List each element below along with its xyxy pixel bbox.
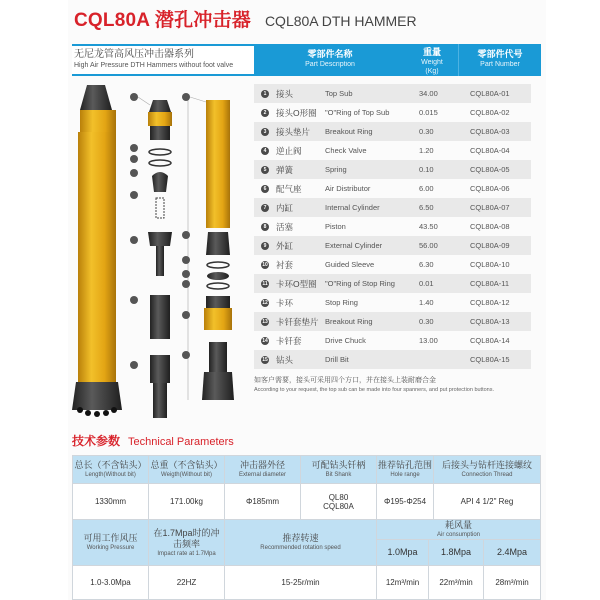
- parts-table-header: [254, 44, 541, 76]
- part-name-cn: 接头: [276, 88, 294, 99]
- table-row: [254, 255, 531, 274]
- part-weight: 6.00: [419, 184, 434, 193]
- header-air-1-0: 1.0Mpa: [377, 540, 429, 566]
- customization-note: [254, 376, 544, 394]
- part-name-cn: 内缸: [276, 202, 294, 213]
- header-impact-rate: 在1.7Mpa时的冲击频率 Impact rate at 1.7Mpa: [149, 520, 225, 566]
- table-row: [254, 160, 531, 179]
- table-row: [254, 198, 531, 217]
- table-row: [254, 312, 531, 331]
- part-name-cn: 弹簧: [276, 164, 294, 175]
- number-badge: 15: [262, 356, 268, 363]
- value-impact-rate: 22HZ: [149, 566, 225, 600]
- part-name-en: Spring: [325, 165, 347, 174]
- table-row: [254, 122, 531, 141]
- part-weight: 43.50: [419, 222, 438, 231]
- table-row: [254, 84, 531, 103]
- header-desc-cn: 零部件名称: [307, 49, 353, 59]
- part-number: CQL80A-12: [470, 298, 510, 307]
- value-bit-shank: QL80 CQL80A: [301, 484, 377, 520]
- number-badge: 9: [261, 242, 269, 250]
- header-working-pressure: 可用工作风压 Working Pressure: [73, 520, 149, 566]
- header-air-2-4: 2.4Mpa: [484, 540, 541, 566]
- header-weight: [406, 44, 459, 76]
- part-number: CQL80A-07: [470, 203, 510, 212]
- part-name-cn: 接头垫片: [276, 126, 311, 137]
- part-number: CQL80A-02: [470, 108, 510, 117]
- tech-params-table: [72, 455, 541, 520]
- part-weight: 1.40: [419, 298, 434, 307]
- part-name-cn: 卡钎套: [276, 335, 302, 346]
- part-weight: 0.30: [419, 317, 434, 326]
- note-cn: 如客户需要，接头可采用四个方口，并在接头上装耐磨合金: [254, 377, 436, 384]
- number-badge: 10: [262, 261, 268, 268]
- part-number: CQL80A-06: [470, 184, 510, 193]
- parts-list: [254, 84, 531, 369]
- header-weight-cn: 重量: [422, 47, 441, 57]
- part-name-en: "O"Ring of Stop Ring: [325, 279, 395, 288]
- table-row: [254, 103, 531, 122]
- table-row: [254, 331, 531, 350]
- header-weight-unit: (Kg): [425, 68, 439, 75]
- table-row: [254, 350, 531, 369]
- part-name-en: Guided Sleeve: [325, 260, 375, 269]
- part-name-cn: 卡环O型圈: [276, 278, 317, 289]
- number-badge: 2: [261, 109, 269, 117]
- header-air-consumption: 耗风量 Air consumption: [377, 520, 541, 540]
- part-name-en: Drill Bit: [325, 355, 349, 364]
- part-weight: 6.50: [419, 203, 434, 212]
- part-name-cn: 活塞: [276, 221, 294, 232]
- header-rotation-speed: 推荐转速 Recommended rotation speed: [225, 520, 377, 566]
- part-name-en: Top Sub: [325, 89, 353, 98]
- part-weight: 0.30: [419, 127, 434, 136]
- exploded-parts-middle: [148, 100, 172, 418]
- value-weight: 171.00kg: [149, 484, 225, 520]
- number-badge: 14: [262, 337, 268, 344]
- header-connection-thread: 后接头与钻杆连接螺纹 Connection Thread: [434, 456, 541, 484]
- header-length: 总长（不含钻头） Length(Without bit): [73, 456, 149, 484]
- exploded-parts-right: [202, 100, 234, 400]
- number-badge: 1: [261, 90, 269, 98]
- tech-params-table-2: [72, 519, 541, 600]
- table-row: [254, 141, 531, 160]
- part-name-cn: 衬套: [276, 259, 294, 270]
- part-name-en: Breakout Ring: [325, 317, 373, 326]
- header-number-cn: 零部件代号: [477, 49, 523, 59]
- table-row: [254, 274, 531, 293]
- part-weight: 13.00: [419, 336, 438, 345]
- number-badge: 6: [261, 185, 269, 193]
- value-air-1-8: 22m³/min: [429, 566, 484, 600]
- value-air-2-4: 28m³/min: [484, 566, 541, 600]
- header-weight: 总重（不含钻头） Weigth(Without bit): [149, 456, 225, 484]
- number-badge: 13: [262, 318, 268, 325]
- header-hole-range: 推荐钻孔范围 Hole range: [377, 456, 434, 484]
- part-name-cn: 外缸: [276, 240, 294, 251]
- header-bit-shank: 可配钻头钎柄 Bit Shank: [301, 456, 377, 484]
- page-subtitle: CQL80A DTH HAMMER: [264, 13, 417, 29]
- series-label-en: High Air Pressure DTH Hammers without foot valve: [74, 62, 234, 69]
- value-rotation-speed: 15-25r/min: [225, 566, 377, 600]
- part-name-en: Drive Chuck: [325, 336, 366, 345]
- part-number: CQL80A-03: [470, 127, 510, 136]
- number-badge: 8: [261, 223, 269, 231]
- part-number: CQL80A-01: [470, 89, 510, 98]
- spec-value-row-1: [73, 484, 541, 520]
- part-name-en: "O"Ring of Top Sub: [325, 108, 390, 117]
- header-air-1-8: 1.8Mpa: [429, 540, 484, 566]
- part-name-cn: 卡钎套垫片: [276, 316, 319, 327]
- part-weight: 34.00: [419, 89, 438, 98]
- value-air-1-0: 12m³/min: [377, 566, 429, 600]
- part-weight: 0.01: [419, 279, 434, 288]
- part-name-en: Breakout Ring: [325, 127, 373, 136]
- value-length: 1330mm: [73, 484, 149, 520]
- part-name-cn: 接头O形圈: [276, 107, 317, 118]
- part-name-en: Internal Cylinder: [325, 203, 380, 212]
- series-label-cn: 无尼龙管高风压冲击器系列: [74, 49, 194, 60]
- part-name-en: Piston: [325, 222, 346, 231]
- header-part-number: [459, 44, 541, 76]
- part-number: CQL80A-10: [470, 260, 510, 269]
- assembled-hammer: [72, 85, 122, 417]
- header-part-description: [254, 44, 406, 76]
- value-working-pressure: 1.0-3.0Mpa: [73, 566, 149, 600]
- table-row: [254, 179, 531, 198]
- spec-header-row-2: [73, 520, 541, 540]
- part-number: CQL80A-15: [470, 355, 510, 364]
- number-badge: 7: [261, 204, 269, 212]
- part-name-cn: 配气座: [276, 183, 302, 194]
- value-connection-thread: API 4 1/2" Reg: [434, 484, 541, 520]
- value-hole-range: Φ195-Φ254: [377, 484, 434, 520]
- part-weight: 6.30: [419, 260, 434, 269]
- part-number: CQL80A-05: [470, 165, 510, 174]
- table-row: [254, 217, 531, 236]
- part-name-cn: 逆止阀: [276, 145, 302, 156]
- number-badge: 12: [262, 299, 268, 306]
- number-badge: 11: [262, 280, 268, 287]
- part-name-en: External Cylinder: [325, 241, 383, 250]
- number-badge: 5: [261, 166, 269, 174]
- part-number: CQL80A-09: [470, 241, 510, 250]
- header-diameter: 冲击器外径 External diameter: [225, 456, 301, 484]
- part-number: CQL80A-04: [470, 146, 510, 155]
- part-weight: 0.015: [419, 108, 438, 117]
- part-number: CQL80A-08: [470, 222, 510, 231]
- part-weight: 1.20: [419, 146, 434, 155]
- header-weight-en: Weight: [421, 59, 443, 66]
- note-en: According to your request, the top sub can be made into four spanners, and put protection buttons.: [254, 387, 495, 393]
- part-name-en: Stop Ring: [325, 298, 358, 307]
- table-row: [254, 293, 531, 312]
- hammer-exploded-illustration: [60, 80, 250, 430]
- table-row: [254, 236, 531, 255]
- page-title: CQL80A 潜孔冲击器: [74, 10, 251, 31]
- part-name-cn: 钻头: [276, 354, 294, 365]
- part-number: CQL80A-14: [470, 336, 510, 345]
- part-name-en: Air Distributor: [325, 184, 371, 193]
- spec-value-row-2: [73, 566, 541, 600]
- tech-params-title: [72, 432, 234, 449]
- part-name-en: Check Valve: [325, 146, 367, 155]
- header-number-en: Part Number: [480, 61, 520, 68]
- tech-title-cn: 技术参数: [72, 434, 121, 448]
- header-desc-en: Part Description: [305, 61, 355, 68]
- value-diameter: Φ185mm: [225, 484, 301, 520]
- part-name-cn: 卡环: [276, 297, 294, 308]
- number-badge: 3: [261, 128, 269, 136]
- part-number: CQL80A-13: [470, 317, 510, 326]
- series-label: [72, 44, 255, 76]
- number-badge: 4: [261, 147, 269, 155]
- part-number: CQL80A-11: [470, 279, 510, 288]
- tech-title-en: Technical Parameters: [128, 436, 234, 448]
- spec-header-row-1: [73, 456, 541, 484]
- title-row: [74, 5, 417, 31]
- part-weight: 56.00: [419, 241, 438, 250]
- part-weight: 0.10: [419, 165, 434, 174]
